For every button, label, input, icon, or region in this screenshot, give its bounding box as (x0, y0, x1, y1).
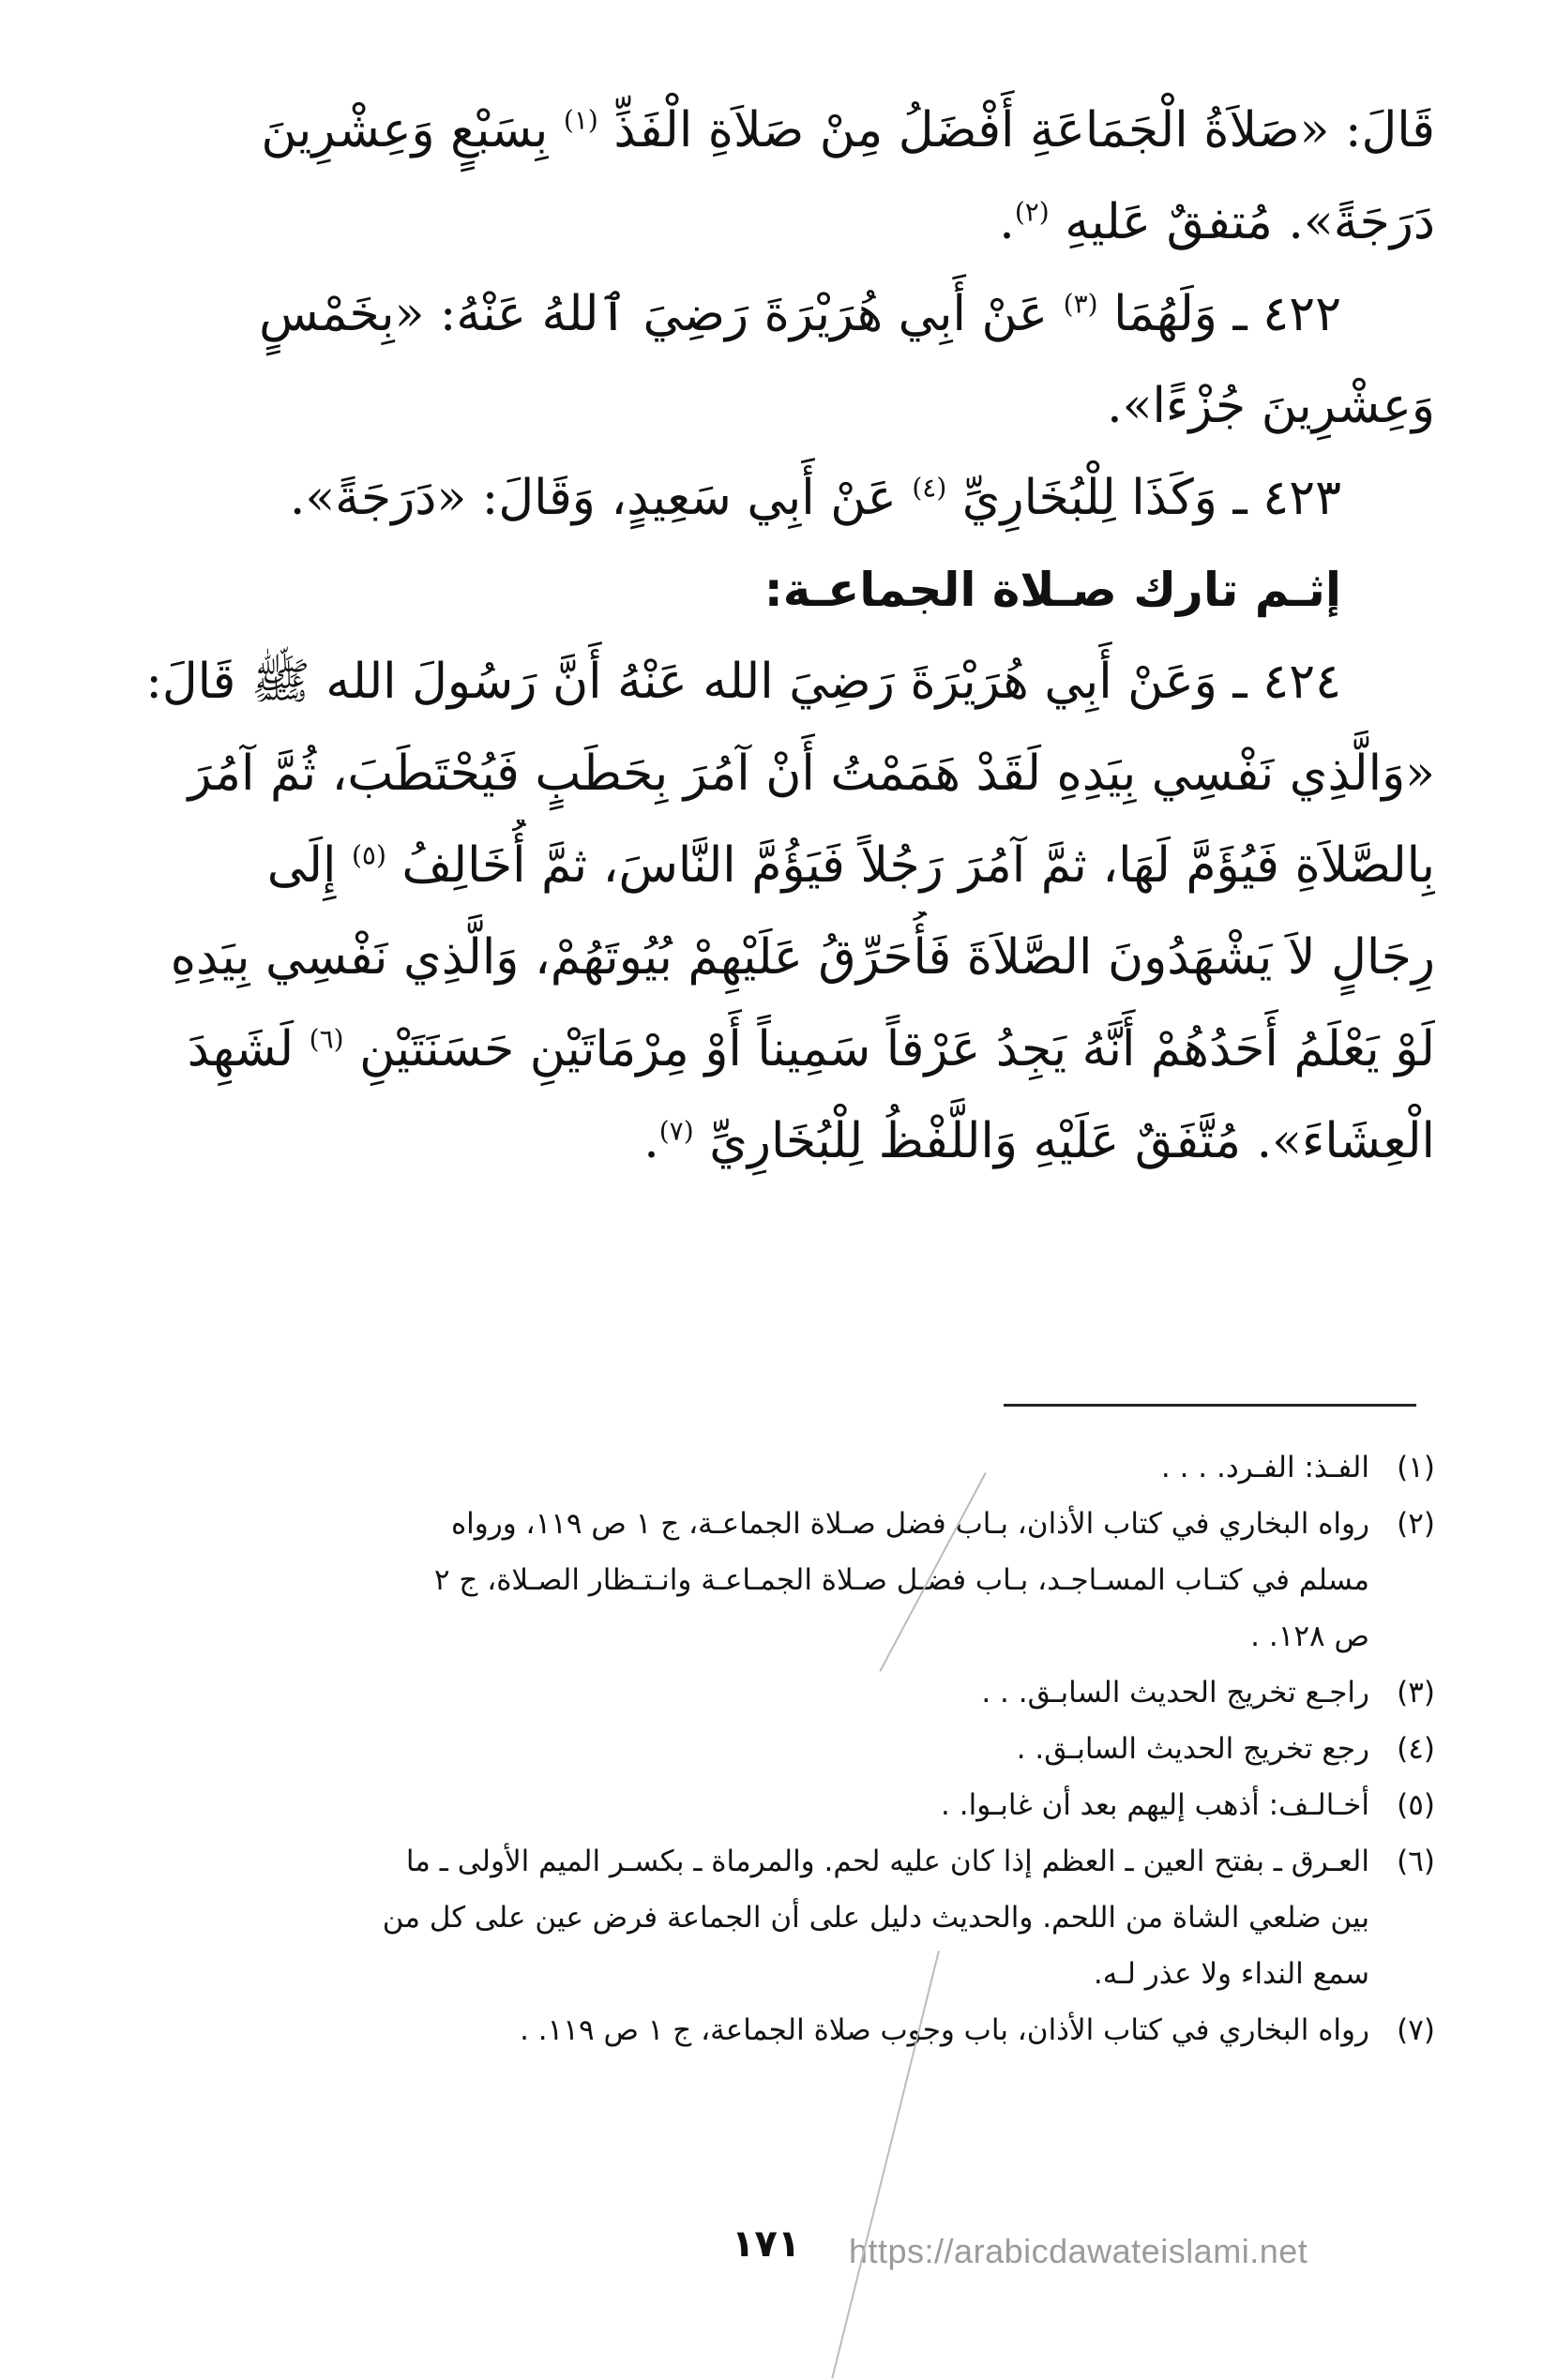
footnote-ref-3: (٣) (1063, 288, 1098, 320)
hadith-424-line-6: الْعِشَاءَ». مُتَّفَقٌ عَلَيْهِ وَاللَّفْظُ لِلْبُخَارِيِّ $^{(٧)}$. (643, 1113, 1435, 1169)
footnote-number: (٢) (1397, 1507, 1435, 1541)
footnote-line: راجـع تخريج الحديث السابـق. . . (981, 1676, 1369, 1710)
footnote-item (127, 1777, 1435, 1833)
hadith-424-line-3: بِالصَّلاَةِ فَيُؤَمَّ لَهَا، ثمَّ آمُرَ رَجُلاً فَيَؤُمَّ النَّاسَ، ثمَّ أُخَالِفُ $^{(٥)}$ إِلَى (266, 837, 1435, 894)
footnote-number: (٥) (1397, 1788, 1435, 1822)
footnote-line: أخـالـف: أذهب إليهم بعد أن غابـوا. . (941, 1788, 1369, 1822)
footnote-number: (٧) (1397, 2013, 1435, 2047)
footnotes (127, 1439, 1435, 2058)
footnote-text (127, 1496, 1369, 1664)
footnote-line: رواه البخاري في كتاب الأذان، بـاب فضل صـلاة الجماعـة، ج ١ ص ١١٩، ورواه (450, 1507, 1369, 1541)
footnote-text (127, 2002, 1369, 2058)
hadith-422-line-2: وَعِشْرِينَ جُزْءًا». (1107, 378, 1435, 434)
footnote-ref-6: (٦) (309, 1023, 344, 1055)
footnote-number: (١) (1397, 1451, 1435, 1484)
footnote-item (127, 1496, 1435, 1664)
footnote-ref-1: (١) (563, 104, 598, 136)
hadith-422-line-1: ٤٢٢ ـ وَلَهُمَا $^{(٣)}$ عَنْ أَبِي هُرَيْرَةَ رَضِيَ ٱللهُ عَنْهُ: «بِخَمْسٍ (259, 286, 1341, 342)
footnote-line: رواه البخاري في كتاب الأذان، باب وجوب صلاة الجماعة، ج ١ ص ١١٩. . (520, 2013, 1369, 2047)
footnote-line: ص ١٢٨. . (1250, 1619, 1369, 1653)
footnote-number: (٣) (1397, 1676, 1435, 1710)
footnote-item (127, 2002, 1435, 2058)
footnote-text (127, 1721, 1369, 1777)
footnote-ref-4: (٤) (912, 472, 947, 504)
page-number: ١٧١ (732, 2222, 801, 2266)
hadith-424-line-5: لَوْ يَعْلَمُ أَحَدُهُمْ أَنَّهُ يَجِدُ عَرْقاً سَمِيناً أَوْ مِرْمَاتَيْنِ حَسَنَتَيْنِ $^{(٦)}$ لَشَهِدَ (187, 1021, 1435, 1077)
hadith-424-line-1: ٤٢٤ ـ وَعَنْ أَبِي هُرَيْرَةَ رَضِيَ الله عَنْهُ أَنَّ رَسُولَ الله ﷺ قَالَ: (145, 654, 1341, 710)
watermark-url: https://arabicdawateislami.net (849, 2232, 1308, 2270)
footnote-line: رجع تخريج الحديث السابـق. . (1016, 1732, 1369, 1766)
footnote-item (127, 1833, 1435, 2002)
section-heading: إثـم تارك صـلاة الجماعـة: (763, 563, 1341, 617)
hadith-424-line-4: رِجَالٍ لاَ يَشْهَدُونَ الصَّلاَةَ فَأُحَرِّقُ عَلَيْهِمْ بُيُوتَهُمْ، وَالَّذِي نَفْسِي بِيَدِهِ (170, 929, 1435, 986)
footnote-item (127, 1439, 1435, 1496)
hadith-424-line-2: «وَالَّذِي نَفْسِي بِيَدِهِ لَقَدْ هَمَمْتُ أَنْ آمُرَ بِحَطَبٍ فَيُحْتَطَبَ، ثُمَّ آمُرَ (188, 746, 1435, 802)
hadith-423: ٤٢٣ ـ وَكَذَا لِلْبُخَارِيِّ $^{(٤)}$ عَنْ أَبِي سَعِيدٍ، وَقَالَ: «دَرَجَةً». (289, 470, 1341, 526)
footnote-separator (1004, 1404, 1416, 1407)
footnote-ref-5: (٥) (351, 839, 386, 871)
footnote-text (127, 1777, 1369, 1833)
main-text (141, 84, 1435, 1187)
footnote-text (127, 1664, 1369, 1721)
footnote-ref-7: (٧) (658, 1115, 694, 1147)
footnote-number: (٤) (1397, 1732, 1435, 1766)
footnote-ref-2: (٢) (1014, 196, 1050, 228)
footnote-line: سمع النداء ولا عذر لـه. (1093, 1957, 1369, 1991)
hadith-421-line-1: قَالَ: «صَلاَةُ الْجَمَاعَةِ أَفْضَلُ مِنْ صَلاَةِ الْفَذِّ $^{(١)}$ بِسَبْعٍ وَعِشْرِينَ (261, 102, 1435, 158)
footnote-line: مسلم في كتـاب المسـاجـد، بـاب فضـل صـلاة الجمـاعـة وانـتـظار الصـلاة، ج ٢ (433, 1563, 1369, 1597)
footnote-text (127, 1833, 1369, 2002)
footnote-text (127, 1439, 1369, 1496)
footnote-item (127, 1721, 1435, 1777)
footnote-line: العـرق ـ بفتح العين ـ العظم إذا كان عليه لحم. والمرماة ـ بكسـر الميم الأولى ـ ما (405, 1845, 1369, 1878)
footnote-number: (٦) (1397, 1845, 1435, 1878)
hadith-421-line-2: دَرَجَةً». مُتفقٌ عَليهِ $^{(٢)}$. (999, 194, 1435, 250)
footnote-line: الفـذ: الفـرد. . . . (1160, 1451, 1369, 1484)
footnote-item (127, 1664, 1435, 1721)
footnote-line: بين ضلعي الشاة من اللحم. والحديث دليل على أن الجماعة فرض عين على كل من (382, 1901, 1369, 1935)
